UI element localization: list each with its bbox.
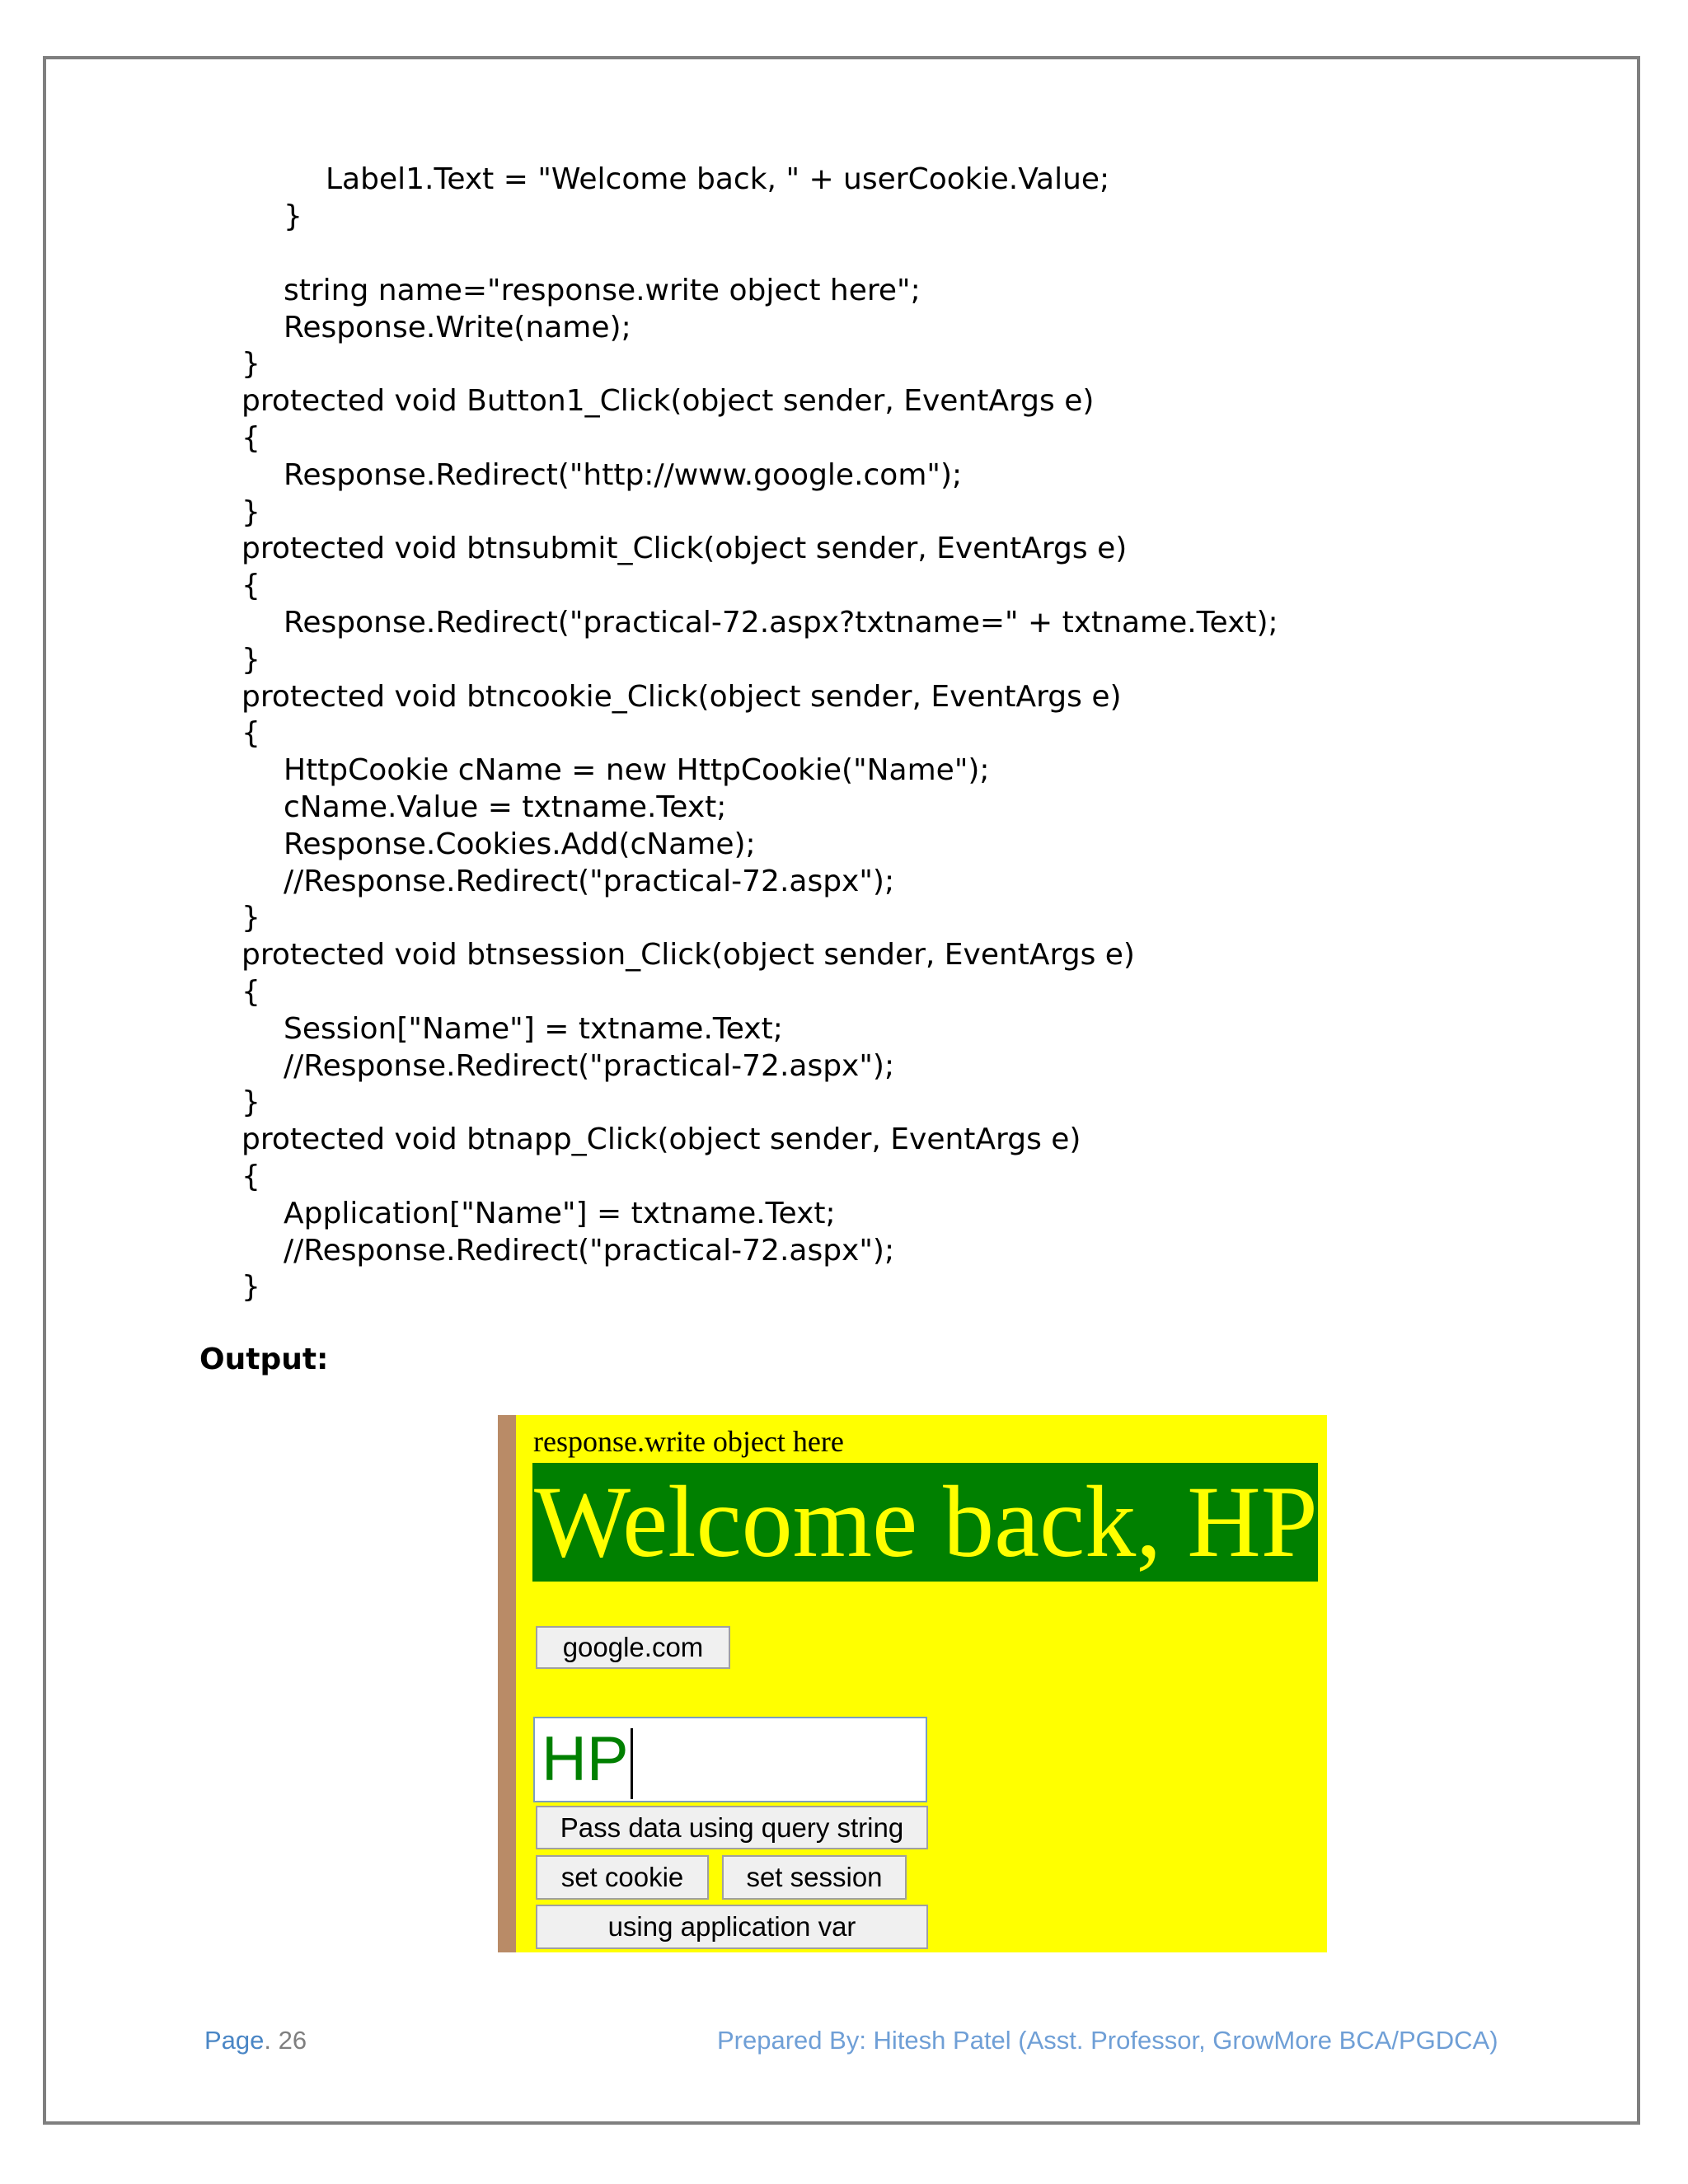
set-cookie-button[interactable]: set cookie [536,1855,709,1900]
code-line: protected void btnapp_Click(object sender, EventArgs e) [241,1122,1081,1156]
code-line: protected void btnsession_Click(object sender, EventArgs e) [241,938,1135,972]
code-line: //Response.Redirect("practical-72.aspx"); [284,1049,895,1083]
code-line: Response.Redirect("practical-72.aspx?txtname=" + txtname.Text); [284,606,1278,640]
footer-prepared-by: Prepared By: Hitesh Patel (Asst. Professor, GrowMore BCA/PGDCA) [717,2026,1498,2055]
code-line: } [284,199,302,233]
code-line: Response.Write(name); [284,311,631,344]
code-line: } [241,1270,260,1304]
code-line: protected void btncookie_Click(object sender, EventArgs e) [241,680,1122,714]
page-label: Page [204,2026,265,2055]
code-line: //Response.Redirect("practical-72.aspx"); [284,865,895,898]
code-line: Session["Name"] = txtname.Text; [284,1012,783,1046]
code-line: string name="response.write object here"; [284,274,921,307]
application-var-button[interactable]: using application var [536,1905,928,1949]
code-line: protected void btnsubmit_Click(object sender, EventArgs e) [241,532,1128,565]
welcome-label: Welcome back, HP [532,1463,1318,1582]
code-line: protected void Button1_Click(object sender, EventArgs e) [241,384,1095,418]
set-session-button[interactable]: set session [722,1855,907,1900]
name-input-value: HP [542,1724,629,1794]
page-number: . 26 [264,2026,307,2055]
code-line: //Response.Redirect("practical-72.aspx"); [284,1234,895,1268]
code-line: Application["Name"] = txtname.Text; [284,1197,836,1230]
output-screenshot [498,1415,1327,1952]
code-line: { [241,716,260,750]
code-line: { [241,1160,260,1193]
code-line: { [241,569,260,602]
code-line: cName.Value = txtname.Text; [284,790,727,824]
code-line: Response.Cookies.Add(cName); [284,827,756,861]
text-caret [631,1728,633,1799]
code-line: Response.Redirect("http://www.google.com"); [284,458,963,492]
code-line: } [241,495,260,529]
name-input[interactable] [533,1717,927,1802]
window-side-bar [498,1415,516,1952]
footer-page-number [204,2026,307,2055]
query-string-button[interactable]: Pass data using query string [536,1806,928,1849]
code-line: { [241,975,260,1009]
code-line: } [241,1085,260,1119]
code-line: { [241,421,260,455]
google-button[interactable]: google.com [536,1626,730,1669]
code-line: HttpCookie cName = new HttpCookie("Name"); [284,753,990,787]
code-line: } [241,901,260,935]
output-heading: Output: [199,1343,329,1376]
response-write-text: response.write object here [533,1425,844,1458]
code-line: } [241,347,260,381]
code-line: Label1.Text = "Welcome back, " + userCookie.Value; [326,162,1110,196]
code-line: } [241,643,260,677]
